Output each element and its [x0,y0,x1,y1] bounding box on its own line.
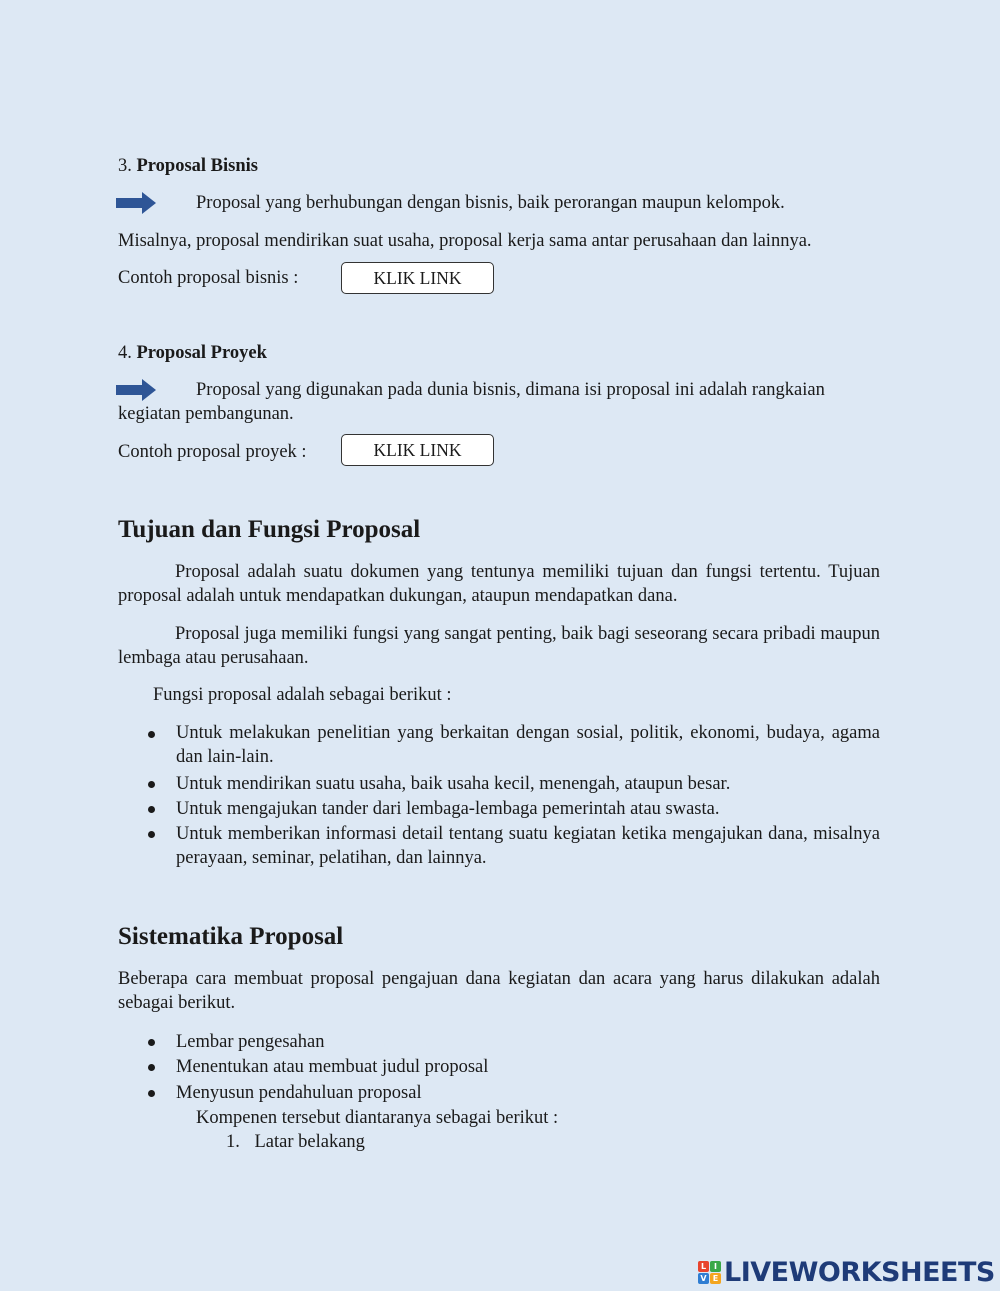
section4-number: 4. [118,343,132,363]
fungsi-item-3: Untuk mengajukan tander dari lembaga-lembaga pemerintah atau swasta. [176,799,720,819]
numbered-item-1 [226,1130,365,1154]
sistematika-item-1: Lembar pengesahan [176,1032,325,1052]
proyek-link-button[interactable]: KLIK LINK [341,434,494,466]
section4-description-line1: Proposal yang digunakan pada dunia bisnis, dimana isi proposal ini adalah rangkaian [196,380,825,400]
fungsi-item-4: Untuk memberikan informasi detail tentang suatu kegiatan ketika mengajukan dana, misalnya perayaan, seminar, pelatihan, dan lainnya. [176,824,880,868]
arrow-right-icon [116,379,156,401]
section3-heading [118,154,258,178]
logo-text: LIVEWORKSHEETS [724,1256,995,1288]
tujuan-paragraph-2: Proposal juga memiliki fungsi yang sangat penting, baik bagi seseorang secara pribadi maupun lembaga atau perusahaan. [118,624,880,668]
bullet-icon [148,806,155,813]
section4-title: Proposal Proyek [136,343,267,363]
bisnis-link-button[interactable]: KLIK LINK [341,262,494,294]
sistematika-heading: Sistematika Proposal [118,923,344,950]
bullet-icon [148,731,155,738]
section4-heading [118,341,267,365]
numbered-item-text: Latar belakang [254,1132,365,1152]
numbered-item-number: 1. [226,1132,240,1152]
section3-description-line2: Misalnya, proposal mendirikan suat usaha, proposal kerja sama antar perusahaan dan lainnya. [118,231,812,251]
section3-number: 3. [118,156,132,176]
bullet-icon [148,831,155,838]
bullet-icon [148,1090,155,1097]
komponen-intro: Kompenen tersebut diantaranya sebagai berikut : [196,1108,559,1128]
liveworksheets-logo[interactable] [698,1257,995,1287]
tujuan-paragraph-1: Proposal adalah suatu dokumen yang tentunya memiliki tujuan dan fungsi tertentu. Tujuan proposal adalah untuk mendapatkan dukungan, ataupun mendapatkan dana. [118,562,880,606]
tujuan-heading: Tujuan dan Fungsi Proposal [118,516,421,543]
fungsi-item-1: Untuk melakukan penelitian yang berkaitan dengan sosial, politik, ekonomi, budaya, agama dan lain-lain. [176,723,880,767]
sistematika-paragraph: Beberapa cara membuat proposal pengajuan dana kegiatan dan acara yang harus dilakukan adalah sebagai berikut. [118,969,880,1013]
section3-title: Proposal Bisnis [136,156,258,176]
logo-grid-icon: L I V E [698,1261,721,1284]
section4-description-line2: kegiatan pembangunan. [118,404,294,424]
bullet-icon [148,781,155,788]
section4-example-label: Contoh proposal proyek : [118,442,307,462]
section3-example-label: Contoh proposal bisnis : [118,268,299,288]
bullet-icon [148,1039,155,1046]
section3-description-line1: Proposal yang berhubungan dengan bisnis, baik perorangan maupun kelompok. [196,193,785,213]
sistematika-item-2: Menentukan atau membuat judul proposal [176,1057,489,1077]
sistematika-item-3: Menyusun pendahuluan proposal [176,1083,422,1103]
arrow-right-icon [116,192,156,214]
fungsi-item-2: Untuk mendirikan suatu usaha, baik usaha kecil, menengah, ataupun besar. [176,774,731,794]
bullet-icon [148,1064,155,1071]
fungsi-intro: Fungsi proposal adalah sebagai berikut : [153,685,452,705]
